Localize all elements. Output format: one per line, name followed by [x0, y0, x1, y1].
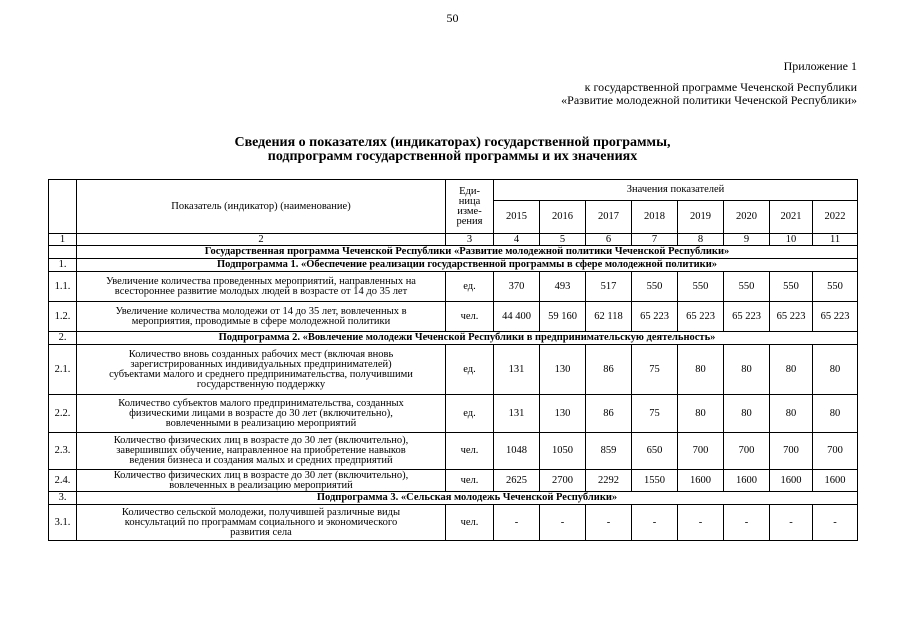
indicator-name: Количество физических лиц в возрасте до 30 лет (включительно), вовлеченных в реализацию мероприятий	[77, 470, 446, 492]
indicator-value: 493	[540, 272, 586, 302]
indicator-value: 80	[724, 345, 770, 395]
indicator-value: -	[632, 505, 678, 541]
indicator-value: 86	[586, 395, 632, 433]
indicator-name: Увеличение количества молодежи от 14 до 35 лет, вовлеченных в мероприятия, проводимые в сфере молодежной политики	[77, 302, 446, 332]
indicator-value: 75	[632, 345, 678, 395]
indicator-value: 700	[770, 433, 813, 470]
header-unit-cell	[446, 180, 494, 234]
appendix-line-2: «Развитие молодежной политики Чеченской Республики»	[561, 93, 857, 107]
indicator-value: 370	[494, 272, 540, 302]
document-title-line-1: Сведения о показателях (индикаторах) государственной программы,	[234, 135, 671, 150]
table-row	[49, 433, 858, 470]
header-year: 2021	[770, 201, 813, 234]
indicator-value: 130	[540, 345, 586, 395]
column-number: 9	[724, 234, 770, 246]
indicator-unit: ед.	[446, 272, 494, 302]
indicator-name: Количество вновь созданных рабочих мест (включая вновь зарегистрированных индивидуальных предпринимателей) субъектами малого и среднего предпринимательства, получившими государственную поддержку	[77, 345, 446, 395]
indicator-unit: чел.	[446, 470, 494, 492]
header-year: 2019	[678, 201, 724, 234]
indicator-unit: чел.	[446, 302, 494, 332]
indicator-value: 650	[632, 433, 678, 470]
document-title	[0, 136, 905, 164]
indicator-value: 2700	[540, 470, 586, 492]
indicator-value: 80	[678, 395, 724, 433]
indicator-value: 80	[813, 345, 858, 395]
document-title-line-2: подпрограмм государственной программы и их значениях	[267, 149, 638, 164]
column-number: 8	[678, 234, 724, 246]
indicator-value: -	[494, 505, 540, 541]
table-row	[49, 272, 858, 302]
column-number: 11	[813, 234, 858, 246]
section-row	[49, 332, 858, 345]
indicator-code: 2.1.	[49, 345, 77, 395]
table-row	[49, 395, 858, 433]
header-number-cell	[49, 180, 77, 234]
indicator-value: -	[770, 505, 813, 541]
indicator-value: 86	[586, 345, 632, 395]
indicator-value: 2292	[586, 470, 632, 492]
indicator-value: 550	[724, 272, 770, 302]
table-row	[49, 505, 858, 541]
indicator-value: -	[586, 505, 632, 541]
indicator-value: -	[813, 505, 858, 541]
indicator-value: -	[724, 505, 770, 541]
indicator-value: 131	[494, 345, 540, 395]
indicator-value: 859	[586, 433, 632, 470]
section-row	[49, 259, 858, 272]
indicator-value: 80	[770, 345, 813, 395]
indicator-value: 550	[632, 272, 678, 302]
indicator-value: 550	[813, 272, 858, 302]
column-number: 2	[77, 234, 446, 246]
indicator-unit: чел.	[446, 433, 494, 470]
indicator-value: 1600	[770, 470, 813, 492]
indicator-code: 2.2.	[49, 395, 77, 433]
indicator-unit: чел.	[446, 505, 494, 541]
indicator-value: 59 160	[540, 302, 586, 332]
appendix-heading	[561, 60, 857, 107]
header-indicator: Показатель (индикатор) (наименование)	[77, 180, 446, 234]
indicator-rows	[49, 246, 858, 541]
section-code: 1.	[49, 259, 77, 272]
indicator-value: 65 223	[813, 302, 858, 332]
header-year: 2016	[540, 201, 586, 234]
indicator-value: 1600	[724, 470, 770, 492]
indicator-value: 62 118	[586, 302, 632, 332]
header-year: 2020	[724, 201, 770, 234]
header-values: Значения показателей	[494, 180, 858, 201]
section-title: Подпрограмма 1. «Обеспечение реализации государственной программы в сфере молодежной политики»	[77, 259, 858, 272]
indicator-code: 2.4.	[49, 470, 77, 492]
indicator-value: 80	[678, 345, 724, 395]
indicator-value: 80	[770, 395, 813, 433]
column-number: 7	[632, 234, 678, 246]
indicator-name: Количество физических лиц в возрасте до 30 лет (включительно), завершивших обучение, направленное на приобретение навыков ведения бизнеса и создания малых и средних предприятий	[77, 433, 446, 470]
section-title: Подпрограмма 2. «Вовлечение молодежи Чеченской Республики в предпринимательскую деятельность»	[77, 332, 858, 345]
section-code: 3.	[49, 492, 77, 505]
header-year: 2022	[813, 201, 858, 234]
indicator-code: 1.2.	[49, 302, 77, 332]
indicator-value: 65 223	[632, 302, 678, 332]
indicator-unit: ед.	[446, 345, 494, 395]
indicator-value: 700	[813, 433, 858, 470]
indicator-value: 517	[586, 272, 632, 302]
indicator-value: 65 223	[770, 302, 813, 332]
indicator-value: 2625	[494, 470, 540, 492]
indicator-value: 1050	[540, 433, 586, 470]
indicator-value: 1600	[678, 470, 724, 492]
column-number: 10	[770, 234, 813, 246]
indicator-value: 65 223	[678, 302, 724, 332]
indicator-value: 80	[813, 395, 858, 433]
indicator-value: 130	[540, 395, 586, 433]
section-title: Государственная программа Чеченской Республики «Развитие молодежной политики Чеченской Республики»	[77, 246, 858, 259]
indicator-value: -	[678, 505, 724, 541]
indicator-code: 2.3.	[49, 433, 77, 470]
appendix-label: Приложение 1	[783, 59, 857, 73]
indicator-name: Количество сельской молодежи, получившей различные виды консультаций по программам социального и экономического развития села	[77, 505, 446, 541]
section-row	[49, 246, 858, 259]
table-row	[49, 302, 858, 332]
indicator-value: 1600	[813, 470, 858, 492]
column-number: 3	[446, 234, 494, 246]
header-year: 2017	[586, 201, 632, 234]
indicator-value: 550	[678, 272, 724, 302]
header-unit: Еди- ница изме- рения	[456, 185, 483, 227]
indicator-value: 1048	[494, 433, 540, 470]
indicator-code: 3.1.	[49, 505, 77, 541]
column-number: 5	[540, 234, 586, 246]
indicator-code: 1.1.	[49, 272, 77, 302]
indicator-name: Количество субъектов малого предпринимательства, созданных физическими лицами в возрасте до 30 лет (включительно), вовлеченными в реализацию мероприятий	[77, 395, 446, 433]
indicator-value: 131	[494, 395, 540, 433]
indicators-table	[48, 179, 858, 541]
section-row	[49, 492, 858, 505]
section-code: 2.	[49, 332, 77, 345]
indicator-unit: ед.	[446, 395, 494, 433]
column-number: 6	[586, 234, 632, 246]
indicator-value: 80	[724, 395, 770, 433]
indicator-value: 44 400	[494, 302, 540, 332]
indicator-value: 700	[678, 433, 724, 470]
appendix-line-1: к государственной программе Чеченской Республики	[584, 80, 857, 94]
section-title: Подпрограмма 3. «Сельская молодежь Чеченской Республики»	[77, 492, 858, 505]
column-number: 4	[494, 234, 540, 246]
table-row	[49, 470, 858, 492]
indicator-value: 700	[724, 433, 770, 470]
indicator-name: Увеличение количества проведенных мероприятий, направленных на всестороннее развитие молодых людей в возрасте от 14 до 35 лет	[77, 272, 446, 302]
header-year: 2018	[632, 201, 678, 234]
column-number: 1	[49, 234, 77, 246]
indicator-value: 550	[770, 272, 813, 302]
page-number: 50	[446, 11, 459, 25]
indicator-value: 65 223	[724, 302, 770, 332]
indicator-value: 75	[632, 395, 678, 433]
column-numbers-row	[49, 234, 858, 246]
table-header-row	[49, 180, 858, 201]
header-year: 2015	[494, 201, 540, 234]
indicator-value: -	[540, 505, 586, 541]
indicator-value: 1550	[632, 470, 678, 492]
table-row	[49, 345, 858, 395]
section-code	[49, 246, 77, 259]
